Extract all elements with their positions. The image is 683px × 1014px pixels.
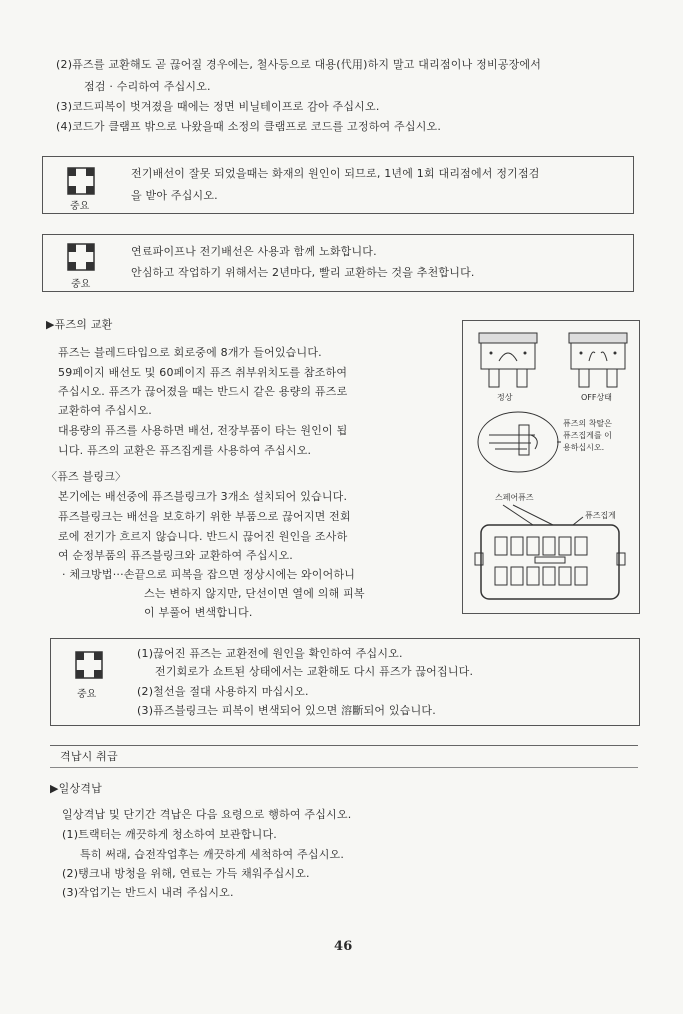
link-p1: 본기에는 배선중에 퓨즈블링크가 3개소 설치되어 있습니다. (58, 490, 348, 503)
important-label: 중요 (71, 279, 91, 290)
storage-p5: (3)작업기는 반드시 내려 주십시오. (62, 886, 234, 899)
blade-fuse-off-icon (567, 331, 629, 391)
section-divider (50, 745, 638, 746)
storage-section-title: 격납시 취급 (60, 750, 118, 763)
notice-3-line-2: 전기회로가 쇼트된 상태에서는 교환해도 다시 퓨즈가 끊어집니다. (155, 665, 474, 678)
important-notice-1 (42, 156, 634, 214)
fuse-p6: 니다. 퓨즈의 교환은 퓨즈집게를 사용하여 주십시오. (58, 444, 312, 457)
important-notice-3 (50, 638, 640, 726)
blade-fuse-normal-icon (477, 331, 539, 391)
fuse-p1: 퓨즈는 블레드타입으로 회로중에 8개가 들어있습니다. (58, 346, 322, 359)
storage-p3: 특히 써래, 습전작업후는 깨끗하게 세척하여 주십시오. (80, 848, 345, 861)
page-number: 46 (334, 939, 353, 954)
fuse-p3: 주십시오. 퓨즈가 끊어졌을 때는 반드시 같은 용량의 퓨즈로 (58, 385, 348, 398)
notice-1-line-2: 을 받아 주십시오. (131, 189, 218, 202)
storage-p2: (1)트랙터는 깨끗하게 청소하여 보관합니다. (62, 828, 278, 841)
important-icon (67, 167, 95, 195)
fuse-p4: 교환하여 주십시오. (58, 404, 153, 417)
notice-1-line-1: 전기배선이 잘못 되었을때는 화재의 원인이 되므로, 1년에 1회 대리점에서 정기점검 (131, 167, 540, 180)
notice-3-line-3: (2)철선을 절대 사용하지 마십시오. (137, 685, 309, 698)
item-4: (4)코드가 클램프 밖으로 나왔을때 소정의 클램프로 코드를 고정하여 주십시오. (56, 120, 442, 133)
notice-3-line-4: (3)퓨즈블링크는 피복이 변색되어 있으면 溶斷되어 있습니다. (137, 704, 436, 717)
section-divider (50, 767, 638, 768)
storage-p1: 일상격납 및 단기간 격납은 다음 요령으로 행하여 주십시오. (62, 808, 352, 821)
fuse-p2: 59페이지 배선도 및 60페이지 퓨즈 취부위치도를 참조하여 (58, 366, 348, 379)
link-p7: 이 부풀어 변색합니다. (144, 606, 253, 619)
notice-2-line-2: 안심하고 작업하기 위해서는 2년마다, 빨리 교환하는 것을 추천합니다. (131, 266, 475, 279)
important-icon (67, 243, 95, 271)
important-label: 중요 (77, 689, 97, 700)
important-label: 중요 (70, 201, 90, 212)
fuse-heading: ▶퓨즈의 교환 (46, 318, 113, 331)
fuse-p5: 대용량의 퓨즈를 사용하면 배선, 전장부품이 타는 원인이 됩 (58, 424, 348, 437)
puller-label: 퓨즈집게 (585, 511, 616, 520)
fuse-figure (462, 320, 640, 614)
puller-note-1: 퓨즈의 착탈은 (563, 419, 612, 428)
link-p5: · 체크방법···손끝으로 피복을 잡으면 정상시에는 와이어하니 (62, 568, 356, 581)
storage-p4: (2)탱크내 방청을 위해, 연료는 가득 채워주십시오. (62, 867, 310, 880)
notice-3-line-1: (1)끊어진 퓨즈는 교환전에 원인을 확인하여 주십시오. (137, 647, 403, 660)
notice-2-line-1: 연료파이프나 전기배선은 사용과 함께 노화합니다. (131, 245, 377, 258)
link-p2: 퓨즈블링크는 배선을 보호하기 위한 부품으로 끊어지면 전회 (58, 510, 351, 523)
fuse-link-heading: 〈퓨즈 블링크〉 (46, 470, 127, 483)
item-3: (3)코드피복이 벗겨졌을 때에는 정면 비닐테이프로 감아 주십시오. (56, 100, 380, 113)
important-icon (75, 651, 103, 679)
fuse-box-icon (473, 501, 633, 605)
off-state-label: OFF상태 (581, 393, 612, 402)
puller-note-3: 용하십시오. (563, 443, 605, 452)
item-2-line-2: 점검 · 수리하여 주십시오. (84, 80, 211, 93)
normal-label: 정상 (497, 393, 513, 402)
important-notice-2 (42, 234, 634, 292)
link-p4: 여 순정부품의 퓨즈블링크와 교환하여 주십시오. (58, 549, 294, 562)
item-2-line-1: (2)퓨즈를 교환해도 곧 끊어질 경우에는, 철사등으로 대용(代用)하지 말고 대리점이나 정비공장에서 (56, 58, 542, 71)
storage-heading: ▶일상격납 (50, 782, 102, 795)
puller-note-2: 퓨즈집게를 이 (563, 431, 612, 440)
spare-fuse-label: 스페어퓨즈 (495, 493, 534, 502)
link-p6: 스는 변하지 않지만, 단선이면 열에 의해 피복 (144, 587, 365, 600)
link-p3: 로에 전기가 흐르지 않습니다. 반드시 끊어진 원인을 조사하 (58, 530, 348, 543)
fuse-puller-icon (475, 409, 561, 475)
